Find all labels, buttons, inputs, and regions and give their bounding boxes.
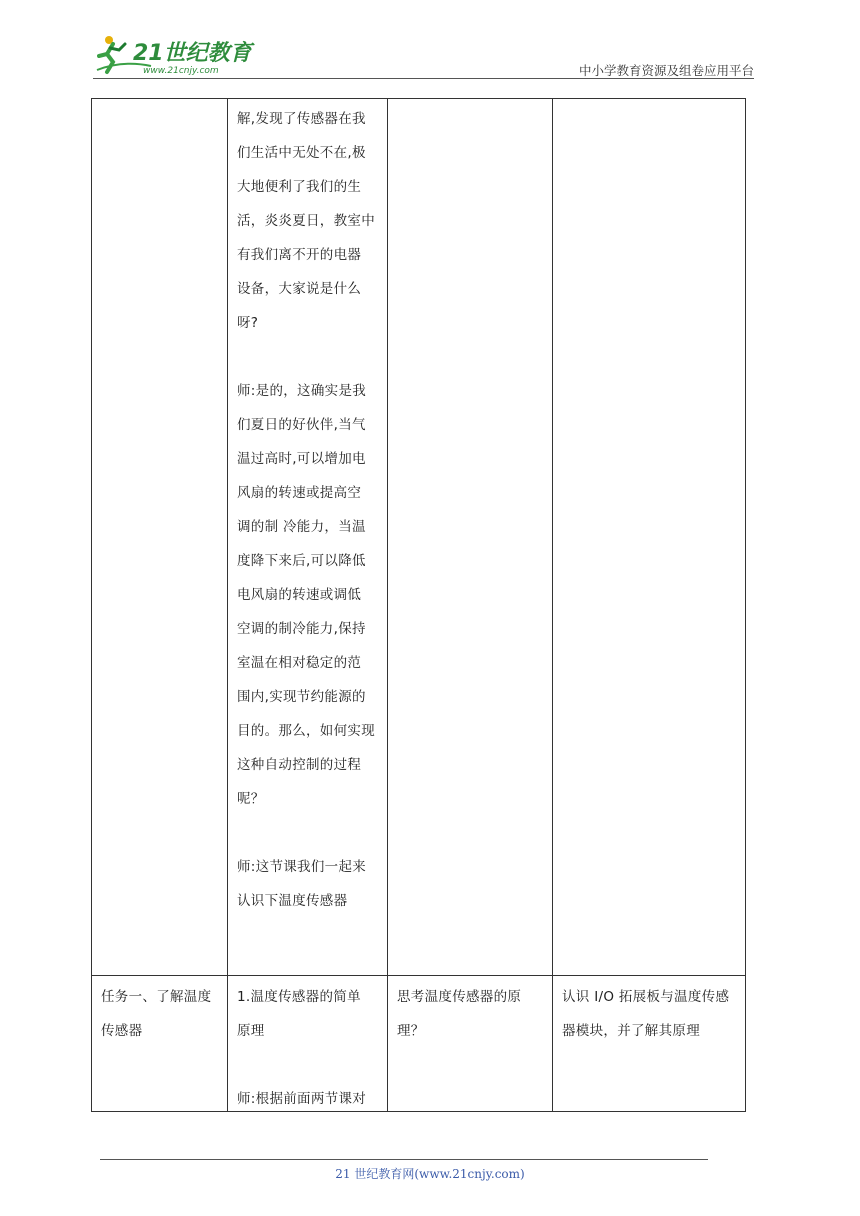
cell-line: 呢？ <box>237 791 265 807</box>
cell-line: 们夏日的好伙伴,当气 <box>237 417 366 433</box>
cell-line: 度降下来后,可以降低 <box>237 553 366 569</box>
column-divider <box>552 99 553 1111</box>
cell-line: 电风扇的转速或调低 <box>237 587 362 603</box>
cell-line: 室温在相对稳定的范 <box>237 655 362 671</box>
cell-line: 空调的制冷能力,保持 <box>237 621 366 637</box>
cell-line: 认识 I/O 拓展板与温度传感 <box>562 989 730 1005</box>
cell-line: 师:这节课我们一起来 <box>237 859 367 875</box>
lesson-table <box>91 98 746 1112</box>
cell-line: 原理 <box>237 1023 265 1039</box>
row-divider <box>92 975 745 976</box>
logo-url: www.21cnjy.com <box>143 66 219 76</box>
runner-logo-icon <box>93 30 263 76</box>
cell-line: 大地便利了我们的生 <box>237 179 362 195</box>
cell-line: 思考温度传感器的原 <box>397 989 522 1005</box>
cell-line: 师:根据前面两节课对 <box>237 1091 367 1107</box>
logo-text: 21世纪教育 <box>133 41 252 66</box>
footer-divider <box>100 1159 708 1160</box>
student-activity-cell <box>397 980 521 1048</box>
cell-line: 设备，大家说是什么 <box>237 281 362 297</box>
cell-line: 们生活中无处不在,极 <box>237 145 366 161</box>
cell-line: 调的制 冷能力，当温 <box>237 519 366 535</box>
cell-line: 温过高时,可以增加电 <box>237 451 366 467</box>
cell-line: 解,发现了传感器在我 <box>237 111 366 127</box>
cell-line: 理？ <box>397 1023 425 1039</box>
platform-name: 中小学教育资源及组卷应用平台 <box>578 63 754 78</box>
header-divider <box>93 78 754 79</box>
cell-line: 传感器 <box>101 1023 143 1039</box>
cell-line: 目的。那么，如何实现 <box>237 723 375 739</box>
column-divider <box>227 99 228 1111</box>
cell-line: 活，炎炎夏日，教室中 <box>237 213 375 229</box>
cell-line: 有我们离不开的电器 <box>237 247 362 263</box>
cell-line: 这种自动控制的过程 <box>237 757 362 773</box>
teacher-activity-cell <box>237 980 366 1116</box>
cell-line: 认识下温度传感器 <box>237 893 348 909</box>
footer-text: 21 世纪教育网(www.21cnjy.com) <box>335 1167 525 1181</box>
cell-line: 师:是的，这确实是我 <box>237 383 367 399</box>
cell-line <box>237 340 375 374</box>
teacher-activity-cell <box>237 102 375 918</box>
cell-line <box>237 816 375 850</box>
cell-line: 任务一、了解温度 <box>101 989 212 1005</box>
cell-line: 风扇的转速或提高空 <box>237 485 362 501</box>
site-logo <box>93 30 263 76</box>
cell-line: 器模块，并了解其原理 <box>562 1023 700 1039</box>
column-divider <box>387 99 388 1111</box>
design-intent-cell <box>562 980 729 1048</box>
task-title-cell <box>101 980 211 1048</box>
cell-line: 围内,实现节约能源的 <box>237 689 366 705</box>
cell-line <box>237 1048 366 1082</box>
cell-line: 呀? <box>237 315 259 331</box>
cell-line: 1.温度传感器的简单 <box>237 989 361 1005</box>
